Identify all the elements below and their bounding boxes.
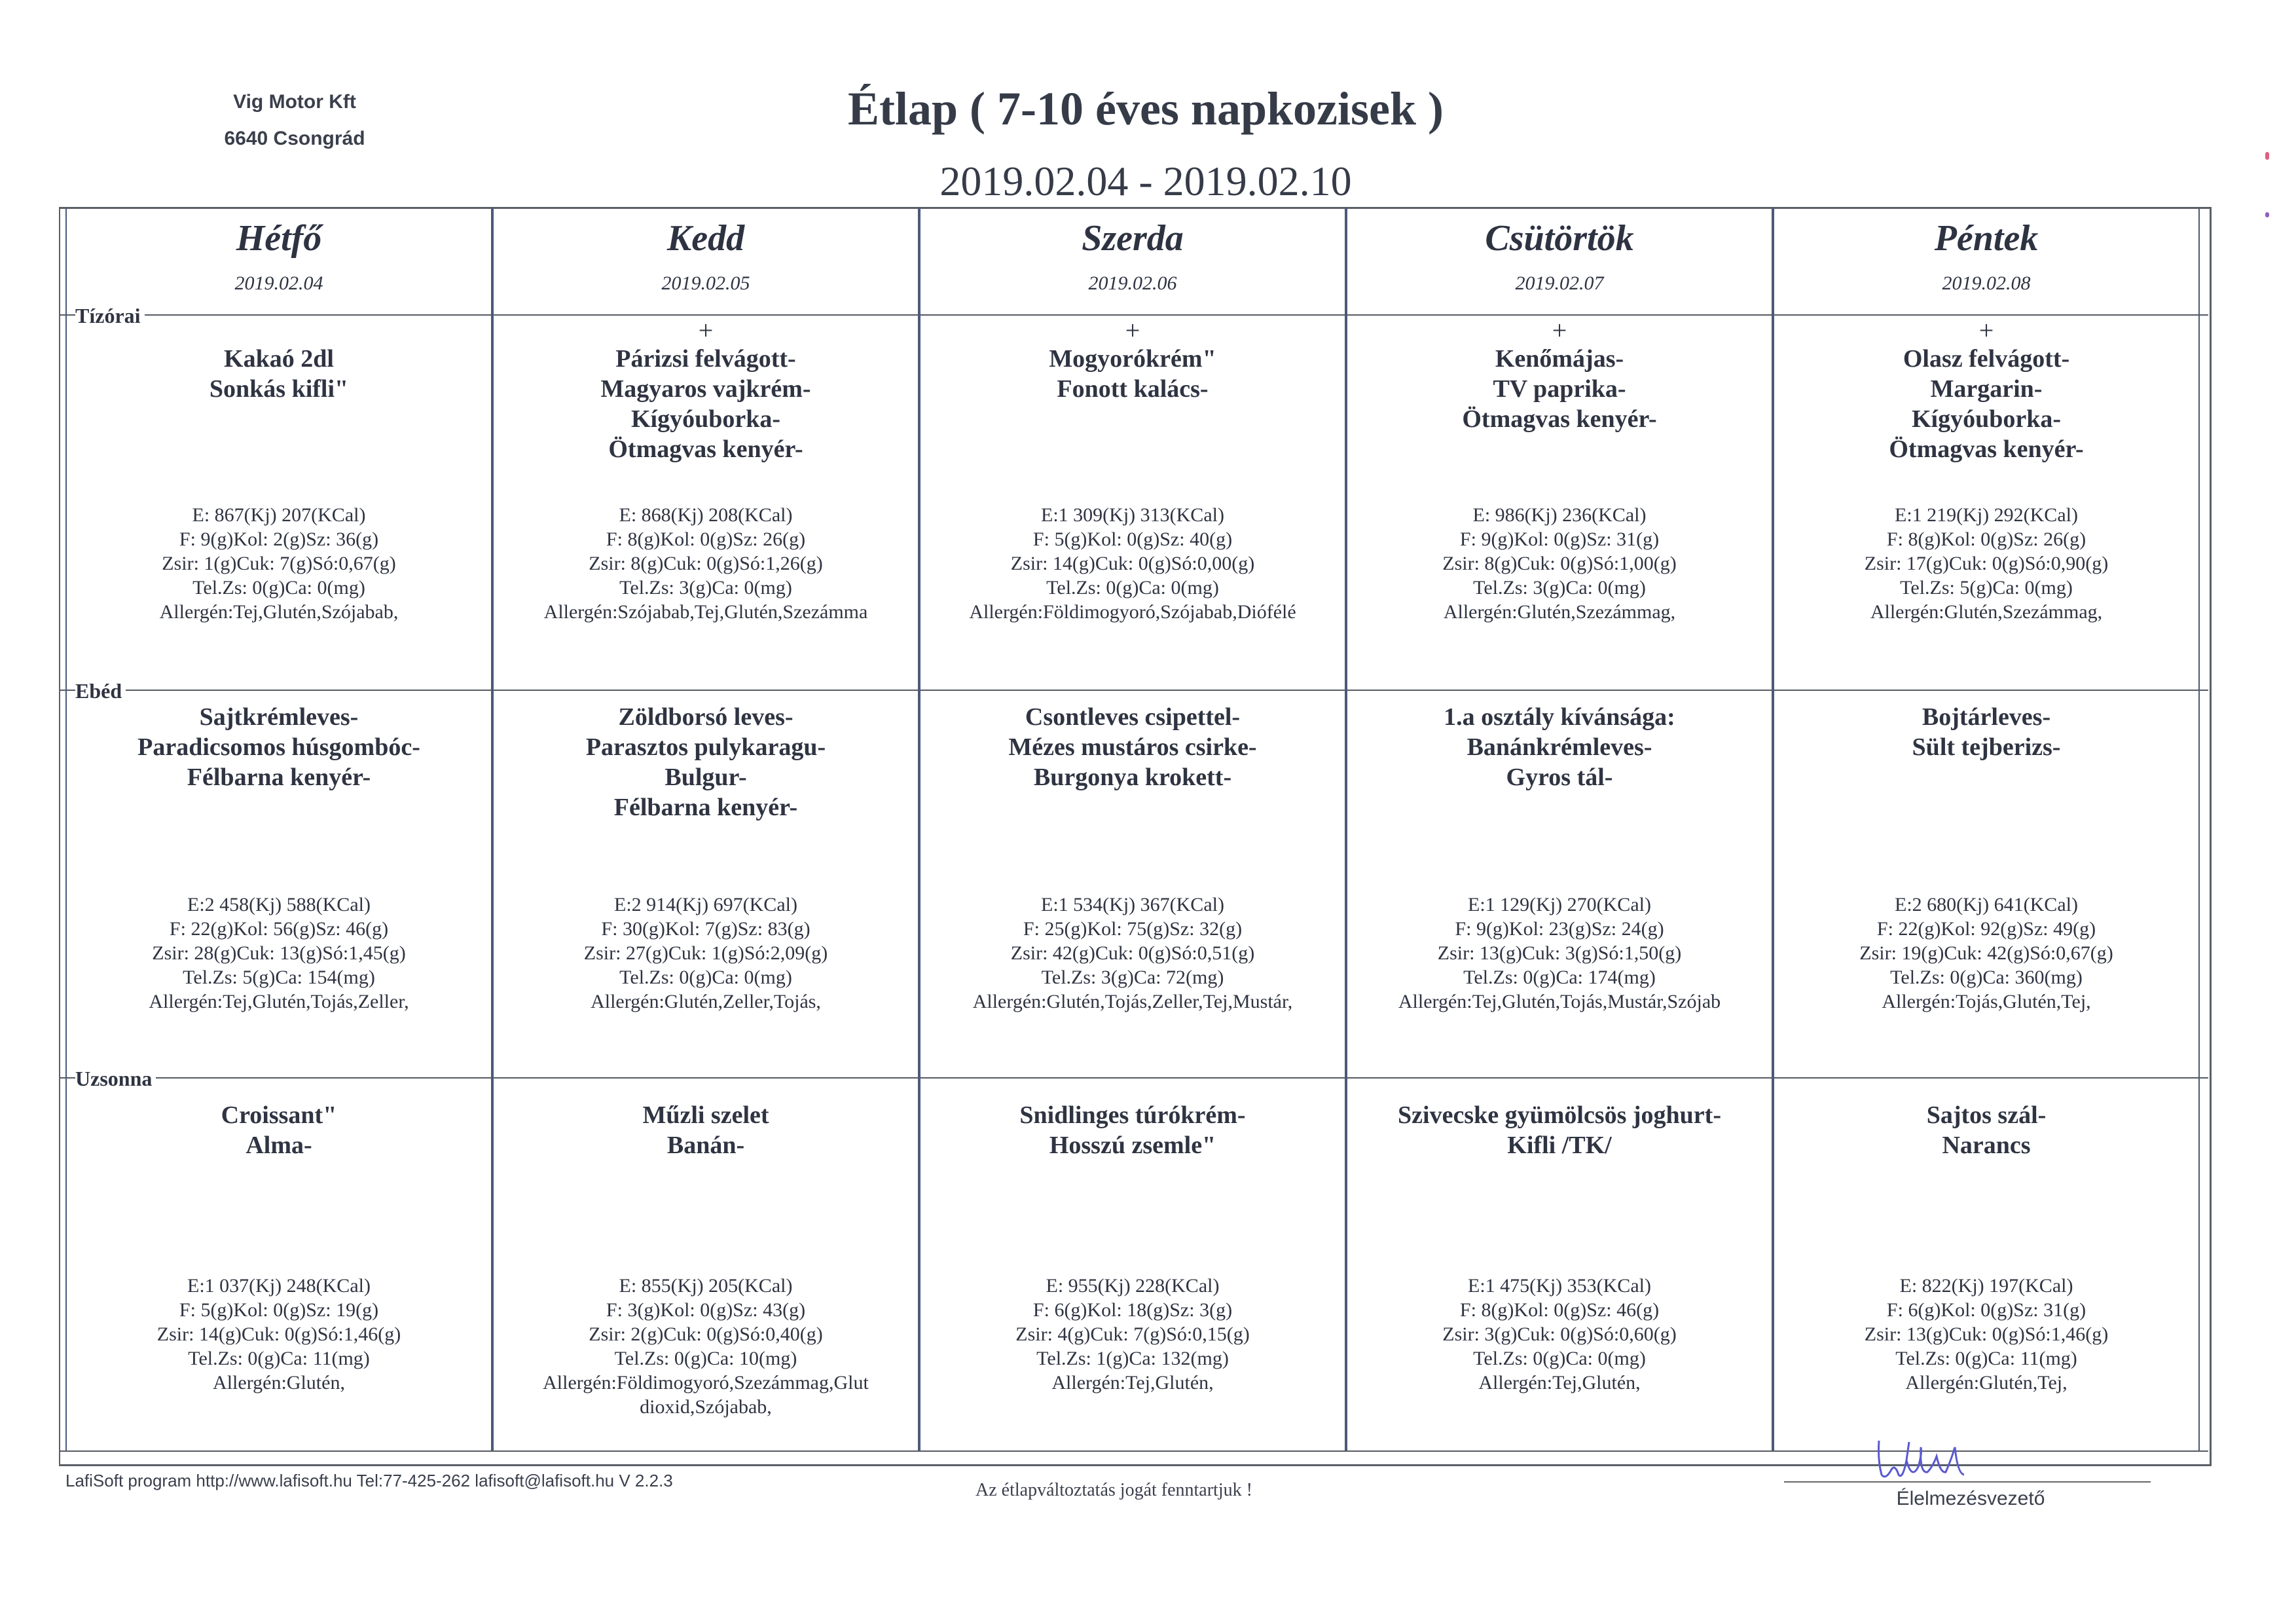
day-header — [1347, 208, 1772, 314]
nutrition-line: Tel.Zs: 0(g)Ca: 0(mg) — [1473, 1348, 1646, 1369]
nutrition-line: Allergén:Glutén,Szezámmag, — [1870, 601, 2103, 623]
nutrition-line: F: 8(g)Kol: 0(g)Sz: 46(g) — [1459, 1299, 1660, 1321]
plus-icon: + — [1125, 316, 1140, 345]
dish-name: Műzli szelet — [642, 1101, 769, 1129]
dish-name: Hosszú zsemle" — [1049, 1132, 1216, 1159]
day-date: 2019.02.07 — [1515, 272, 1604, 294]
nutrition-line: E: 855(Kj) 205(KCal) — [619, 1275, 793, 1297]
nutrition-info — [67, 1274, 491, 1395]
nutrition-line: Zsir: 8(g)Cuk: 0(g)Só:1,00(g) — [1442, 553, 1677, 574]
plus-icon: + — [1978, 316, 1994, 345]
nutrition-line: F: 3(g)Kol: 0(g)Sz: 43(g) — [606, 1299, 806, 1321]
nutrition-line: Tel.Zs: 0(g)Ca: 0(mg) — [192, 577, 365, 599]
plus-icon: + — [698, 316, 714, 345]
nutrition-info — [494, 503, 918, 624]
scan-mark — [2265, 152, 2269, 160]
nutrition-line: Tel.Zs: 3(g)Ca: 72(mg) — [1041, 967, 1224, 988]
meal-cell-uzsonna — [920, 1087, 1345, 1160]
nutrition-line: Allergén:Tej,Glutén,Tojás,Zeller, — [149, 991, 409, 1012]
dish-name: Margarin- — [1930, 375, 2043, 403]
nutrition-line: Tel.Zs: 0(g)Ca: 0(mg) — [619, 967, 792, 988]
nutrition-line: Tel.Zs: 5(g)Ca: 0(mg) — [1900, 577, 2073, 599]
dish-name: Bojtárleves- — [1922, 703, 2051, 731]
day-header — [67, 208, 491, 314]
dish-name: Félbarna kenyér- — [187, 764, 371, 791]
meal-cell-tizorai — [67, 318, 491, 404]
nutrition-line: F: 5(g)Kol: 0(g)Sz: 40(g) — [1032, 528, 1233, 550]
day-column — [65, 208, 492, 1450]
dish-name: Bulgur- — [665, 764, 747, 791]
dish-name: Kígyóuborka- — [1911, 405, 2062, 433]
meal-cell-ebed — [1774, 695, 2198, 762]
day-date: 2019.02.04 — [234, 272, 323, 294]
nutrition-info — [920, 1274, 1345, 1395]
meal-cell-tizorai — [1347, 318, 1772, 434]
dish-name: Mézes mustáros csirke- — [1008, 733, 1257, 761]
nutrition-info — [1347, 893, 1772, 1014]
meal-cell-ebed — [1347, 695, 1772, 792]
nutrition-line: F: 25(g)Kol: 75(g)Sz: 32(g) — [1023, 918, 1243, 940]
dish-name: Fonott kalács- — [1057, 375, 1209, 403]
nutrition-line: Tel.Zs: 0(g)Ca: 11(mg) — [1895, 1348, 2077, 1369]
day-column — [492, 208, 919, 1450]
nutrition-line: Zsir: 13(g)Cuk: 3(g)Só:1,50(g) — [1437, 942, 1682, 964]
dish-name: Ötmagvas kenyér- — [1889, 435, 2084, 463]
dish-name: Parasztos pulykaragu- — [585, 733, 826, 761]
day-name: Kedd — [666, 218, 745, 259]
nutrition-line: Zsir: 14(g)Cuk: 0(g)Só:1,46(g) — [156, 1323, 401, 1345]
dish-name: Burgonya krokett- — [1033, 764, 1232, 791]
dish-name: Paradicsomos húsgombóc- — [137, 733, 420, 761]
dish-name: Alma- — [246, 1132, 312, 1159]
meal-cell-uzsonna — [494, 1087, 918, 1160]
meal-cell-tizorai — [494, 318, 918, 464]
nutrition-line: Allergén:Tej,Glutén, — [1051, 1372, 1214, 1393]
nutrition-line: Zsir: 8(g)Cuk: 0(g)Só:1,26(g) — [589, 553, 823, 574]
meal-cell-tizorai — [920, 318, 1345, 404]
nutrition-line: E: 955(Kj) 228(KCal) — [1046, 1275, 1220, 1297]
nutrition-line: F: 22(g)Kol: 92(g)Sz: 49(g) — [1876, 918, 2096, 940]
date-range: 2019.02.04 - 2019.02.10 — [939, 158, 1352, 204]
nutrition-line: Allergén:Glutén,Szezámmag, — [1443, 601, 1676, 623]
day-date: 2019.02.06 — [1088, 272, 1177, 294]
dish-name: 1.a osztály kívánsága: — [1444, 703, 1675, 731]
nutrition-line: Zsir: 28(g)Cuk: 13(g)Só:1,45(g) — [152, 942, 406, 964]
dish-name: Olasz felvágott- — [1903, 345, 2070, 373]
nutrition-line: dioxid,Szójabab, — [640, 1396, 772, 1418]
nutrition-line: F: 22(g)Kol: 56(g)Sz: 46(g) — [169, 918, 389, 940]
nutrition-line: Zsir: 3(g)Cuk: 0(g)Só:0,60(g) — [1442, 1323, 1677, 1345]
dish-name: Kakaó 2dl — [224, 345, 334, 373]
nutrition-line: Allergén:Földimogyoró,Szezámmag,Glut — [543, 1372, 869, 1393]
signature-label: Élelmezésvezető — [1896, 1488, 2045, 1509]
nutrition-line: Tel.Zs: 0(g)Ca: 174(mg) — [1463, 967, 1656, 988]
meal-label-uzsonna: Uzsonna — [75, 1067, 156, 1091]
day-name: Szerda — [1082, 218, 1184, 259]
plus-icon — [67, 318, 491, 344]
dish-name: Magyaros vajkrém- — [600, 375, 811, 403]
nutrition-line: Zsir: 17(g)Cuk: 0(g)Só:0,90(g) — [1864, 553, 2109, 574]
meal-cell-tizorai — [1774, 318, 2198, 464]
disclaimer: Az étlapváltoztatás jogát fenntartjuk ! — [975, 1480, 1252, 1500]
nutrition-line: Tel.Zs: 0(g)Ca: 10(mg) — [614, 1348, 797, 1369]
nutrition-info — [1774, 503, 2198, 624]
dish-name: Párizsi felvágott- — [615, 345, 796, 373]
nutrition-line: E:1 309(Kj) 313(KCal) — [1041, 504, 1224, 526]
meal-cell-uzsonna — [1774, 1087, 2198, 1160]
day-column — [1773, 208, 2200, 1450]
nutrition-info — [1347, 1274, 1772, 1395]
nutrition-line: E: 822(Kj) 197(KCal) — [1899, 1275, 2073, 1297]
day-name: Péntek — [1934, 218, 2039, 259]
plus-icon: + — [1552, 316, 1567, 345]
nutrition-line: F: 9(g)Kol: 0(g)Sz: 31(g) — [1459, 528, 1660, 550]
dish-name: Banán- — [666, 1132, 745, 1159]
nutrition-line: Tel.Zs: 0(g)Ca: 360(mg) — [1890, 967, 2083, 988]
dish-name: Sült tejberizs- — [1912, 733, 2061, 761]
day-date: 2019.02.05 — [661, 272, 750, 294]
nutrition-line: F: 8(g)Kol: 0(g)Sz: 26(g) — [1886, 528, 2086, 550]
nutrition-line: E:1 475(Kj) 353(KCal) — [1468, 1275, 1651, 1297]
nutrition-info — [1347, 503, 1772, 624]
day-header — [494, 208, 918, 314]
nutrition-line: F: 6(g)Kol: 18(g)Sz: 3(g) — [1032, 1299, 1233, 1321]
page-title: Étlap ( 7-10 éves napkozisek ) — [847, 83, 1444, 135]
meal-cell-ebed — [67, 695, 491, 792]
dish-name: Mogyorókrém" — [1049, 345, 1216, 373]
company-name — [210, 84, 380, 157]
nutrition-line: Allergén:Tej,Glutén,Szójabab, — [159, 601, 399, 623]
nutrition-line: Allergén:Tojás,Glutén,Tej, — [1882, 991, 2091, 1012]
nutrition-line: F: 30(g)Kol: 7(g)Sz: 83(g) — [601, 918, 811, 940]
dish-name: Ötmagvas kenyér- — [1462, 405, 1657, 433]
nutrition-line: Allergén:Glutén,Tojás,Zeller,Tej,Mustár, — [972, 991, 1293, 1012]
dish-name: Sonkás kifli" — [209, 375, 349, 403]
dish-name: Ötmagvas kenyér- — [608, 435, 803, 463]
day-date: 2019.02.08 — [1942, 272, 2031, 294]
nutrition-line: E:1 219(Kj) 292(KCal) — [1895, 504, 2078, 526]
nutrition-line: Zsir: 14(g)Cuk: 0(g)Só:0,00(g) — [1010, 553, 1255, 574]
scan-mark — [2265, 212, 2269, 217]
dish-name: Sajtos szál- — [1926, 1101, 2047, 1129]
dish-name: Banánkrémleves- — [1467, 733, 1652, 761]
nutrition-line: Zsir: 13(g)Cuk: 0(g)Só:1,46(g) — [1864, 1323, 2109, 1345]
nutrition-info — [67, 893, 491, 1014]
nutrition-line: Tel.Zs: 3(g)Ca: 0(mg) — [1473, 577, 1646, 599]
dish-name: Csontleves csipettel- — [1025, 703, 1241, 731]
meal-cell-uzsonna — [1347, 1087, 1772, 1160]
meal-label-ebed: Ebéd — [75, 679, 126, 703]
nutrition-line: Allergén:Tej,Glutén, — [1478, 1372, 1641, 1393]
meal-cell-ebed — [920, 695, 1345, 792]
nutrition-info — [1774, 893, 2198, 1014]
nutrition-line: E: 867(Kj) 207(KCal) — [192, 504, 366, 526]
nutrition-info — [920, 503, 1345, 624]
nutrition-line: F: 5(g)Kol: 0(g)Sz: 19(g) — [179, 1299, 379, 1321]
day-name: Hétfő — [236, 218, 322, 259]
nutrition-line: F: 8(g)Kol: 0(g)Sz: 26(g) — [606, 528, 806, 550]
company-name-text: Vig Motor Kft — [233, 91, 356, 113]
dish-name: Sajtkrémleves- — [199, 703, 359, 731]
nutrition-line: E:1 129(Kj) 270(KCal) — [1468, 894, 1651, 915]
nutrition-line: Zsir: 4(g)Cuk: 7(g)Só:0,15(g) — [1015, 1323, 1250, 1345]
dish-name: Snidlinges túrókrém- — [1019, 1101, 1246, 1129]
nutrition-line: E: 868(Kj) 208(KCal) — [619, 504, 793, 526]
nutrition-line: Tel.Zs: 5(g)Ca: 154(mg) — [183, 967, 375, 988]
nutrition-line: F: 9(g)Kol: 23(g)Sz: 24(g) — [1455, 918, 1664, 940]
nutrition-line: Allergén:Szójabab,Tej,Glutén,Szezámma — [543, 601, 868, 623]
day-column — [919, 208, 1346, 1450]
nutrition-info — [920, 893, 1345, 1014]
dish-name: Kenőmájas- — [1495, 345, 1624, 373]
nutrition-line: E:2 458(Kj) 588(KCal) — [187, 894, 371, 915]
nutrition-line: Tel.Zs: 0(g)Ca: 0(mg) — [1046, 577, 1219, 599]
signature-line — [1784, 1481, 2151, 1483]
nutrition-line: Allergén:Glutén,Tej, — [1905, 1372, 2068, 1393]
nutrition-line: Tel.Zs: 3(g)Ca: 0(mg) — [619, 577, 792, 599]
day-column — [1346, 208, 1773, 1450]
dish-name: TV paprika- — [1493, 375, 1626, 403]
nutrition-line: Allergén:Földimogyoró,Szójabab,Diófélé — [969, 601, 1296, 623]
meal-label-tizorai: Tízórai — [75, 304, 145, 328]
nutrition-line: Tel.Zs: 0(g)Ca: 11(mg) — [188, 1348, 370, 1369]
nutrition-line: F: 6(g)Kol: 0(g)Sz: 31(g) — [1886, 1299, 2086, 1321]
nutrition-info — [494, 1274, 918, 1419]
nutrition-line: Allergén:Glutén, — [213, 1372, 345, 1393]
nutrition-line: Zsir: 27(g)Cuk: 1(g)Só:2,09(g) — [583, 942, 828, 964]
nutrition-line: E: 986(Kj) 236(KCal) — [1472, 504, 1647, 526]
dish-name: Kígyóuborka- — [630, 405, 781, 433]
nutrition-line: Allergén:Glutén,Zeller,Tojás, — [591, 991, 821, 1012]
day-name: Csütörtök — [1485, 218, 1634, 259]
nutrition-line: Tel.Zs: 1(g)Ca: 132(mg) — [1036, 1348, 1229, 1369]
dish-name: Croissant" — [221, 1101, 337, 1129]
nutrition-line: Allergén:Tej,Glutén,Tojás,Mustár,Szójab — [1398, 991, 1721, 1012]
dish-name: Gyros tál- — [1506, 764, 1613, 791]
nutrition-line: E:2 914(Kj) 697(KCal) — [614, 894, 797, 915]
meal-cell-uzsonna — [67, 1087, 491, 1160]
nutrition-line: F: 9(g)Kol: 2(g)Sz: 36(g) — [179, 528, 379, 550]
nutrition-info — [67, 503, 491, 624]
company-address: 6640 Csongrád — [224, 128, 365, 149]
nutrition-line: Zsir: 19(g)Cuk: 42(g)Só:0,67(g) — [1859, 942, 2113, 964]
nutrition-line: E:1 037(Kj) 248(KCal) — [187, 1275, 371, 1297]
dish-name: Kifli /TK/ — [1507, 1132, 1612, 1159]
dish-name: Félbarna kenyér- — [613, 794, 798, 821]
nutrition-line: E:2 680(Kj) 641(KCal) — [1895, 894, 2078, 915]
nutrition-line: Zsir: 1(g)Cuk: 7(g)Só:0,67(g) — [162, 553, 396, 574]
dish-name: Szivecske gyümölcsös joghurt- — [1398, 1101, 1721, 1129]
nutrition-line: Zsir: 42(g)Cuk: 0(g)Só:0,51(g) — [1010, 942, 1255, 964]
dish-name: Narancs — [1942, 1132, 2031, 1159]
nutrition-info — [1774, 1274, 2198, 1395]
software-info: LafiSoft program http://www.lafisoft.hu Tel:77-425-262 lafisoft@lafisoft.hu V 2.2.3 — [65, 1471, 673, 1490]
dish-name: Zöldborsó leves- — [618, 703, 793, 731]
meal-cell-ebed — [494, 695, 918, 822]
nutrition-line: E:1 534(Kj) 367(KCal) — [1041, 894, 1224, 915]
nutrition-line: Zsir: 2(g)Cuk: 0(g)Só:0,40(g) — [589, 1323, 823, 1345]
day-header — [1774, 208, 2198, 314]
nutrition-info — [494, 893, 918, 1014]
day-header — [920, 208, 1345, 314]
